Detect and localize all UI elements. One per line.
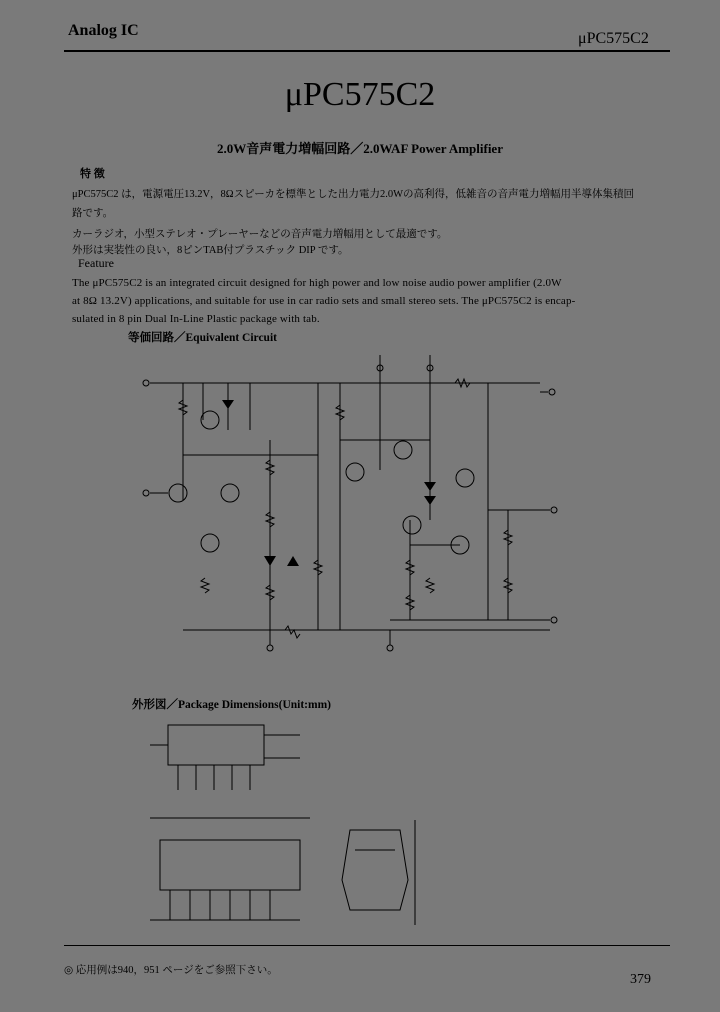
page-number: 379 — [630, 972, 651, 987]
page-subtitle: 2.0W音声電力増幅回路／2.0WAF Power Amplifier — [217, 141, 503, 156]
features-jp-line: 外形は実装性の良い，8ピンTAB付プラスチック DIP です。 — [72, 245, 349, 256]
header-category: Analog IC — [68, 22, 139, 39]
features-en-line: at 8Ω 13.2V) applications, and suitable for use in car radio sets and small stereo sets. The μPC575C2 is encap- — [72, 295, 576, 307]
equivalent-circuit-heading: 等価回路／Equivalent Circuit — [128, 332, 277, 344]
features-en-line: sulated in 8 pin Dual In-Line Plastic package with tab. — [72, 313, 320, 325]
package-dimensions-heading: 外形図／Package Dimensions(Unit:mm) — [132, 699, 331, 711]
page-title: μPC575C2 — [284, 76, 436, 113]
features-jp-line: カーラジオ，小型ステレオ・プレーヤーなどの音声電力増幅用として最適です。 — [72, 229, 448, 240]
header-part-number: μPC575C2 — [578, 30, 649, 47]
features-jp-line: 路です。 — [72, 208, 114, 219]
features-en-line: The μPC575C2 is an integrated circuit designed for high power and low noise audio power amplifier (2.0W — [72, 277, 562, 289]
footer-rule — [64, 945, 670, 946]
footnote: ◎ 応用例は940，951 ページをご参照下さい。 — [64, 965, 278, 976]
features-en-heading: Feature — [78, 256, 114, 270]
features-jp-heading: 特 徴 — [80, 168, 105, 180]
features-jp-line: μPC575C2 は，電源電圧13.2V，8Ωスピーカを標準とした出力電力2.0Wの高利得，低雑音の音声電力増幅用半導体集積回 — [72, 189, 635, 200]
